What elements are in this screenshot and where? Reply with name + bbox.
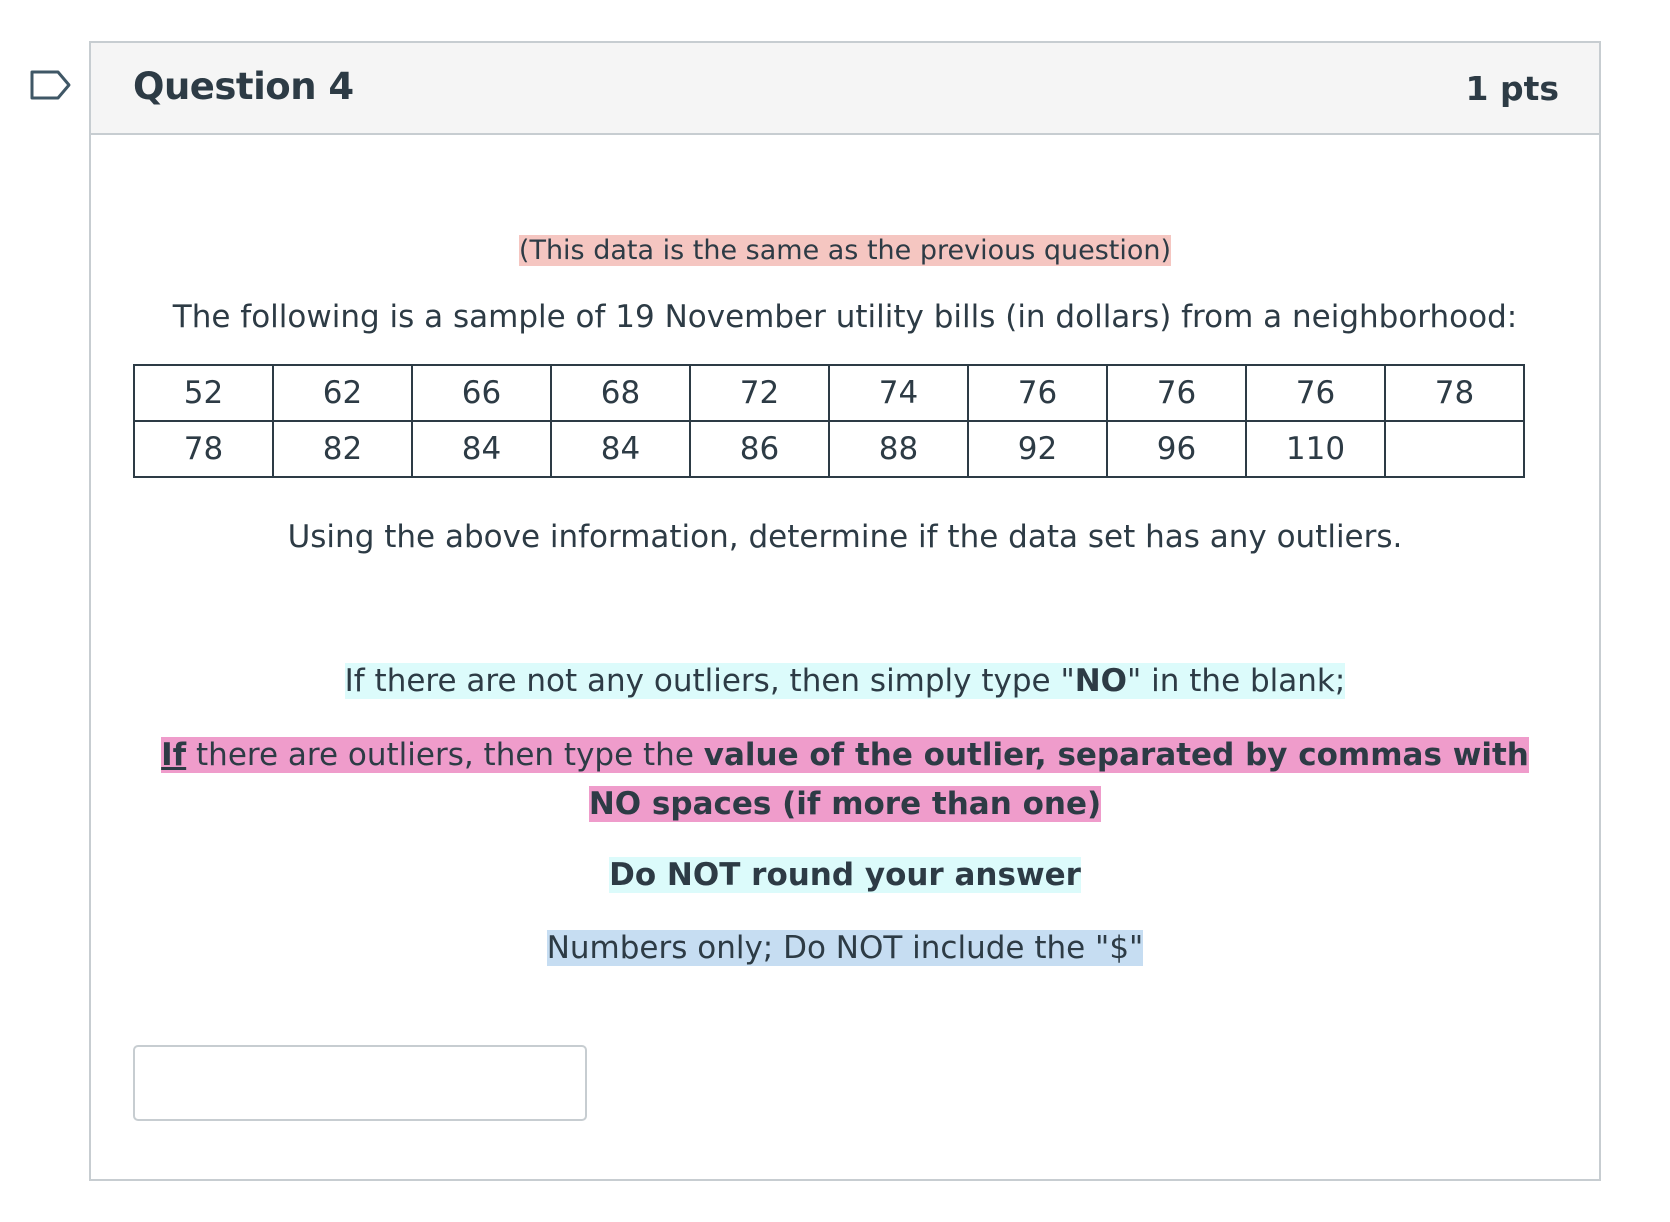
table-row: [134, 365, 1524, 421]
outliers-lead: If: [161, 737, 187, 773]
same-data-note-text: (This data is the same as the previous question): [518, 235, 1172, 266]
table-cell: [1385, 421, 1524, 477]
table-cell: 68: [551, 365, 690, 421]
table-cell: 52: [134, 365, 273, 421]
table-cell: 78: [134, 421, 273, 477]
round-instruction: [91, 857, 1599, 893]
table-cell: 92: [968, 421, 1107, 477]
table-cell: 76: [968, 365, 1107, 421]
numbers-only-instruction: [91, 930, 1599, 966]
no-outliers-before: If there are not any outliers, then simply type ": [344, 663, 1075, 699]
table-cell: 76: [1107, 365, 1246, 421]
table-cell: 66: [412, 365, 551, 421]
flag-question-icon[interactable]: [30, 70, 72, 100]
no-outliers-after: " in the blank;: [1127, 663, 1346, 699]
table-cell: 110: [1246, 421, 1385, 477]
no-outliers-instruction: [91, 663, 1599, 699]
question-points: 1 pts: [1465, 69, 1559, 108]
numbers-only-text: Numbers only; Do NOT include the "$": [546, 930, 1144, 966]
table-cell: 96: [1107, 421, 1246, 477]
table-cell: 62: [273, 365, 412, 421]
table-cell: 84: [551, 421, 690, 477]
table-cell: 88: [829, 421, 968, 477]
question-header: [91, 43, 1599, 135]
table-cell: 72: [690, 365, 829, 421]
question-title: Question 4: [133, 65, 354, 108]
outliers-middle: there are outliers, then type the: [186, 737, 704, 773]
question-prompt: Using the above information, determine if the data set has any outliers.: [287, 519, 1403, 555]
no-outliers-bold: NO: [1074, 663, 1128, 699]
round-text: Do NOT round your answer: [609, 857, 1081, 893]
question-body: [91, 135, 1599, 1179]
no-outliers-highlight: [345, 663, 1346, 699]
table-cell: 84: [412, 421, 551, 477]
table-cell: 78: [1385, 365, 1524, 421]
data-table: [133, 364, 1525, 478]
question-panel: [89, 41, 1601, 1181]
intro-text: The following is a sample of 19 November utility bills (in dollars) from a neighborhood:: [172, 299, 1518, 335]
answer-input[interactable]: [133, 1045, 587, 1121]
table-cell: 76: [1246, 365, 1385, 421]
table-cell: 86: [690, 421, 829, 477]
table-cell: 82: [273, 421, 412, 477]
outliers-instruction: [151, 731, 1539, 829]
outliers-bold: value of the outlier, separated by commas with NO spaces (if more than one): [588, 737, 1529, 822]
outliers-highlight: [161, 737, 1529, 822]
same-data-note: [91, 235, 1599, 266]
table-cell: 74: [829, 365, 968, 421]
table-row: [134, 421, 1524, 477]
